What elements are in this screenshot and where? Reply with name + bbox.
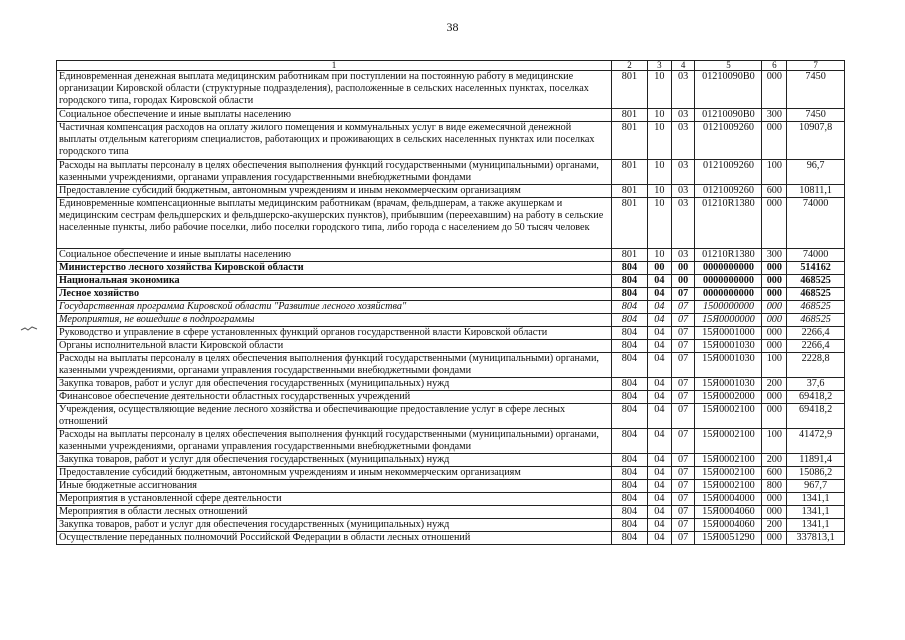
cell-ministry-code: 801: [611, 122, 647, 160]
cell-section: 10: [647, 122, 671, 160]
cell-name: Социальное обеспечение и иные выплаты населению: [57, 249, 612, 262]
cell-section: 04: [647, 493, 671, 506]
cell-target-code: 15Я0004000: [695, 493, 762, 506]
cell-target-code: 15Я0001030: [695, 378, 762, 391]
cell-ministry-code: 804: [611, 454, 647, 467]
header-col-4: 4: [671, 61, 695, 71]
header-col-6: 6: [762, 61, 787, 71]
cell-expense-type: 000: [762, 301, 787, 314]
table-body: [57, 71, 845, 545]
cell-section: 04: [647, 519, 671, 532]
cell-subsection: 07: [671, 480, 695, 493]
table-row: [57, 404, 845, 429]
table-row: [57, 327, 845, 340]
cell-section: 00: [647, 262, 671, 275]
scan-artifact: [20, 325, 38, 333]
table-row: [57, 109, 845, 122]
cell-expense-type: 200: [762, 378, 787, 391]
cell-expense-type: 000: [762, 391, 787, 404]
cell-subsection: 07: [671, 519, 695, 532]
header-col-2: 2: [611, 61, 647, 71]
cell-subsection: 03: [671, 122, 695, 160]
cell-expense-type: 000: [762, 340, 787, 353]
table-row: [57, 340, 845, 353]
cell-target-code: 15Я0002100: [695, 404, 762, 429]
cell-expense-type: 600: [762, 467, 787, 480]
cell-amount: 967,7: [787, 480, 845, 493]
table-row: [57, 378, 845, 391]
cell-section: 04: [647, 340, 671, 353]
cell-name: Закупка товаров, работ и услуг для обеспечения государственных (муниципальных) нужд: [57, 454, 612, 467]
table-row: [57, 454, 845, 467]
cell-ministry-code: 804: [611, 391, 647, 404]
table-row: [57, 519, 845, 532]
table-row: [57, 314, 845, 327]
cell-amount: 1341,1: [787, 519, 845, 532]
cell-ministry-code: 801: [611, 71, 647, 109]
cell-section: 04: [647, 353, 671, 378]
cell-section: 04: [647, 288, 671, 301]
cell-section: 04: [647, 506, 671, 519]
cell-ministry-code: 804: [611, 506, 647, 519]
cell-ministry-code: 804: [611, 262, 647, 275]
cell-section: 04: [647, 314, 671, 327]
cell-amount: 337813,1: [787, 532, 845, 545]
cell-name: Расходы на выплаты персоналу в целях обеспечения выполнения функций государственными (муниципальными) органами, казенными учреждениями, органами управления государственными внебюджетными фондами: [57, 353, 612, 378]
cell-ministry-code: 801: [611, 109, 647, 122]
cell-target-code: 0121009260: [695, 122, 762, 160]
cell-amount: 11891,4: [787, 454, 845, 467]
header-col-7: 7: [787, 61, 845, 71]
cell-name: Закупка товаров, работ и услуг для обеспечения государственных (муниципальных) нужд: [57, 519, 612, 532]
cell-target-code: 15Я0004060: [695, 506, 762, 519]
cell-subsection: 00: [671, 275, 695, 288]
cell-expense-type: 000: [762, 314, 787, 327]
cell-expense-type: 000: [762, 532, 787, 545]
cell-subsection: 03: [671, 198, 695, 249]
cell-ministry-code: 801: [611, 185, 647, 198]
cell-section: 04: [647, 275, 671, 288]
cell-name: Учреждения, осуществляющие ведение лесного хозяйства и обеспечивающие предоставление услуг в сфере лесных отношений: [57, 404, 612, 429]
cell-ministry-code: 804: [611, 519, 647, 532]
cell-subsection: 07: [671, 340, 695, 353]
cell-ministry-code: 804: [611, 480, 647, 493]
cell-expense-type: 000: [762, 71, 787, 109]
table-row: [57, 185, 845, 198]
cell-ministry-code: 804: [611, 314, 647, 327]
cell-expense-type: 100: [762, 353, 787, 378]
cell-name: Руководство и управление в сфере установленных функций органов государственной власти Кировской области: [57, 327, 612, 340]
cell-section: 10: [647, 185, 671, 198]
cell-ministry-code: 804: [611, 467, 647, 480]
cell-amount: 15086,2: [787, 467, 845, 480]
table-row: [57, 532, 845, 545]
cell-section: 04: [647, 404, 671, 429]
table-row: [57, 249, 845, 262]
cell-target-code: 15Я0001030: [695, 353, 762, 378]
cell-ministry-code: 801: [611, 198, 647, 249]
cell-subsection: 07: [671, 493, 695, 506]
cell-expense-type: 000: [762, 275, 787, 288]
cell-name: Мероприятия в установленной сфере деятельности: [57, 493, 612, 506]
table-row: [57, 122, 845, 160]
cell-subsection: 07: [671, 353, 695, 378]
cell-name: Органы исполнительной власти Кировской области: [57, 340, 612, 353]
cell-target-code: 15Я0002100: [695, 454, 762, 467]
cell-ministry-code: 801: [611, 160, 647, 185]
cell-ministry-code: 804: [611, 340, 647, 353]
cell-expense-type: 000: [762, 122, 787, 160]
cell-target-code: 15Я0001030: [695, 340, 762, 353]
cell-section: 04: [647, 480, 671, 493]
cell-expense-type: 000: [762, 262, 787, 275]
cell-expense-type: 200: [762, 519, 787, 532]
cell-subsection: 07: [671, 391, 695, 404]
cell-section: 04: [647, 454, 671, 467]
cell-expense-type: 800: [762, 480, 787, 493]
cell-amount: 10811,1: [787, 185, 845, 198]
cell-subsection: 07: [671, 506, 695, 519]
cell-subsection: 07: [671, 404, 695, 429]
cell-amount: 2266,4: [787, 327, 845, 340]
cell-section: 10: [647, 198, 671, 249]
cell-subsection: 07: [671, 429, 695, 454]
cell-expense-type: 000: [762, 327, 787, 340]
cell-target-code: 01210090В0: [695, 71, 762, 109]
header-col-1: 1: [57, 61, 612, 71]
cell-target-code: 15Я0002000: [695, 391, 762, 404]
cell-subsection: 07: [671, 288, 695, 301]
table-row: [57, 480, 845, 493]
table-row: [57, 301, 845, 314]
table-row: [57, 71, 845, 109]
cell-target-code: 01210R1380: [695, 198, 762, 249]
cell-section: 04: [647, 378, 671, 391]
cell-amount: 1341,1: [787, 493, 845, 506]
cell-subsection: 07: [671, 301, 695, 314]
cell-amount: 1341,1: [787, 506, 845, 519]
cell-target-code: 15Я0051290: [695, 532, 762, 545]
cell-name: Расходы на выплаты персоналу в целях обеспечения выполнения функций государственными (муниципальными) органами, казенными учреждениями, органами управления государственными внебюджетными фондами: [57, 160, 612, 185]
table-row: [57, 493, 845, 506]
cell-target-code: 15Я0002100: [695, 429, 762, 454]
cell-expense-type: 100: [762, 160, 787, 185]
cell-subsection: 03: [671, 249, 695, 262]
table-row: [57, 288, 845, 301]
cell-ministry-code: 801: [611, 249, 647, 262]
cell-amount: 41472,9: [787, 429, 845, 454]
cell-name: Национальная экономика: [57, 275, 612, 288]
cell-ministry-code: 804: [611, 301, 647, 314]
cell-target-code: 0000000000: [695, 288, 762, 301]
cell-name: Единовременная денежная выплата медицинским работникам при поступлении на постоянную работу в медицинские организации Кировской области (структурные подразделения), расположенные в сельских населенных пунктах, поселках городского типа, городах Кировской области: [57, 71, 612, 109]
cell-ministry-code: 804: [611, 275, 647, 288]
cell-subsection: 07: [671, 327, 695, 340]
cell-section: 04: [647, 301, 671, 314]
cell-amount: 2266,4: [787, 340, 845, 353]
cell-expense-type: 000: [762, 198, 787, 249]
cell-ministry-code: 804: [611, 327, 647, 340]
cell-name: Иные бюджетные ассигнования: [57, 480, 612, 493]
cell-amount: 74000: [787, 249, 845, 262]
cell-target-code: 0000000000: [695, 275, 762, 288]
cell-target-code: 01210090В0: [695, 109, 762, 122]
cell-expense-type: 600: [762, 185, 787, 198]
cell-ministry-code: 804: [611, 288, 647, 301]
cell-name: Закупка товаров, работ и услуг для обеспечения государственных (муниципальных) нужд: [57, 378, 612, 391]
cell-target-code: 0000000000: [695, 262, 762, 275]
cell-amount: 7450: [787, 71, 845, 109]
table-row: [57, 429, 845, 454]
cell-section: 10: [647, 71, 671, 109]
cell-section: 04: [647, 467, 671, 480]
cell-subsection: 07: [671, 467, 695, 480]
cell-name: Социальное обеспечение и иные выплаты населению: [57, 109, 612, 122]
header-col-3: 3: [647, 61, 671, 71]
cell-subsection: 03: [671, 185, 695, 198]
cell-amount: 514162: [787, 262, 845, 275]
table-row: [57, 262, 845, 275]
header-col-5: 5: [695, 61, 762, 71]
cell-amount: 96,7: [787, 160, 845, 185]
cell-expense-type: 300: [762, 109, 787, 122]
cell-expense-type: 100: [762, 429, 787, 454]
cell-ministry-code: 804: [611, 532, 647, 545]
cell-target-code: 0121009260: [695, 185, 762, 198]
cell-amount: 2228,8: [787, 353, 845, 378]
cell-target-code: 15Я0002100: [695, 480, 762, 493]
cell-name: Частичная компенсация расходов на оплату жилого помещения и коммунальных услуг в виде ежемесячной денежной выплаты отдельным категориям специалистов, работающих и проживающих в сельских населенных пунктах или поселках городского типа: [57, 122, 612, 160]
table-row: [57, 506, 845, 519]
cell-amount: 468525: [787, 275, 845, 288]
cell-subsection: 07: [671, 314, 695, 327]
cell-name: Предоставление субсидий бюджетным, автономным учреждениям и иным некоммерческим организациям: [57, 467, 612, 480]
cell-section: 04: [647, 532, 671, 545]
table-row: [57, 353, 845, 378]
cell-target-code: 15Я0001000: [695, 327, 762, 340]
cell-expense-type: 000: [762, 288, 787, 301]
cell-expense-type: 000: [762, 404, 787, 429]
table-row: [57, 198, 845, 249]
cell-ministry-code: 804: [611, 493, 647, 506]
cell-subsection: 07: [671, 532, 695, 545]
cell-amount: 10907,8: [787, 122, 845, 160]
cell-section: 10: [647, 160, 671, 185]
cell-expense-type: 200: [762, 454, 787, 467]
header-row: [57, 61, 845, 71]
cell-target-code: 1500000000: [695, 301, 762, 314]
cell-target-code: 15Я0002100: [695, 467, 762, 480]
cell-amount: 74000: [787, 198, 845, 249]
cell-amount: 468525: [787, 314, 845, 327]
cell-name: Единовременные компенсационные выплаты медицинским работникам (врачам, фельдшерам, а также акушеркам и медицинским сестрам фельдшерских и фельдшерско-акушерских пунктов), прибывшим (переехавшим) на работу в сельские населенные пункты, либо рабочие поселки, либо поселки городского типа, либо города с населением до 50 тысяч человек: [57, 198, 612, 249]
budget-table: [56, 60, 845, 545]
cell-name: Мероприятия, не вошедшие в подпрограммы: [57, 314, 612, 327]
cell-subsection: 03: [671, 109, 695, 122]
cell-expense-type: 300: [762, 249, 787, 262]
cell-section: 04: [647, 429, 671, 454]
table-row: [57, 160, 845, 185]
cell-name: Финансовое обеспечение деятельности областных государственных учреждений: [57, 391, 612, 404]
cell-section: 10: [647, 109, 671, 122]
cell-ministry-code: 804: [611, 429, 647, 454]
cell-name: Мероприятия в области лесных отношений: [57, 506, 612, 519]
cell-amount: 7450: [787, 109, 845, 122]
cell-target-code: 15Я0004060: [695, 519, 762, 532]
cell-subsection: 03: [671, 71, 695, 109]
cell-amount: 37,6: [787, 378, 845, 391]
cell-name: Осуществление переданных полномочий Российской Федерации в области лесных отношений: [57, 532, 612, 545]
cell-section: 04: [647, 391, 671, 404]
cell-ministry-code: 804: [611, 404, 647, 429]
cell-expense-type: 000: [762, 506, 787, 519]
cell-subsection: 00: [671, 262, 695, 275]
table-row: [57, 467, 845, 480]
cell-name: Министерство лесного хозяйства Кировской области: [57, 262, 612, 275]
cell-amount: 69418,2: [787, 404, 845, 429]
cell-amount: 468525: [787, 288, 845, 301]
page-number: 38: [446, 20, 459, 34]
cell-section: 10: [647, 249, 671, 262]
cell-amount: 69418,2: [787, 391, 845, 404]
cell-target-code: 01210R1380: [695, 249, 762, 262]
cell-expense-type: 000: [762, 493, 787, 506]
cell-ministry-code: 804: [611, 353, 647, 378]
cell-target-code: 0121009260: [695, 160, 762, 185]
cell-name: Расходы на выплаты персоналу в целях обеспечения выполнения функций государственными (муниципальными) органами, казенными учреждениями, органами управления государственными внебюджетными фондами: [57, 429, 612, 454]
cell-subsection: 07: [671, 378, 695, 391]
cell-subsection: 07: [671, 454, 695, 467]
cell-section: 04: [647, 327, 671, 340]
cell-subsection: 03: [671, 160, 695, 185]
table-row: [57, 391, 845, 404]
table-row: [57, 275, 845, 288]
cell-name: Лесное хозяйство: [57, 288, 612, 301]
cell-target-code: 15Я0000000: [695, 314, 762, 327]
cell-name: Предоставление субсидий бюджетным, автономным учреждениям и иным некоммерческим организациям: [57, 185, 612, 198]
cell-amount: 468525: [787, 301, 845, 314]
cell-ministry-code: 804: [611, 378, 647, 391]
cell-name: Государственная программа Кировской области "Развитие лесного хозяйства": [57, 301, 612, 314]
